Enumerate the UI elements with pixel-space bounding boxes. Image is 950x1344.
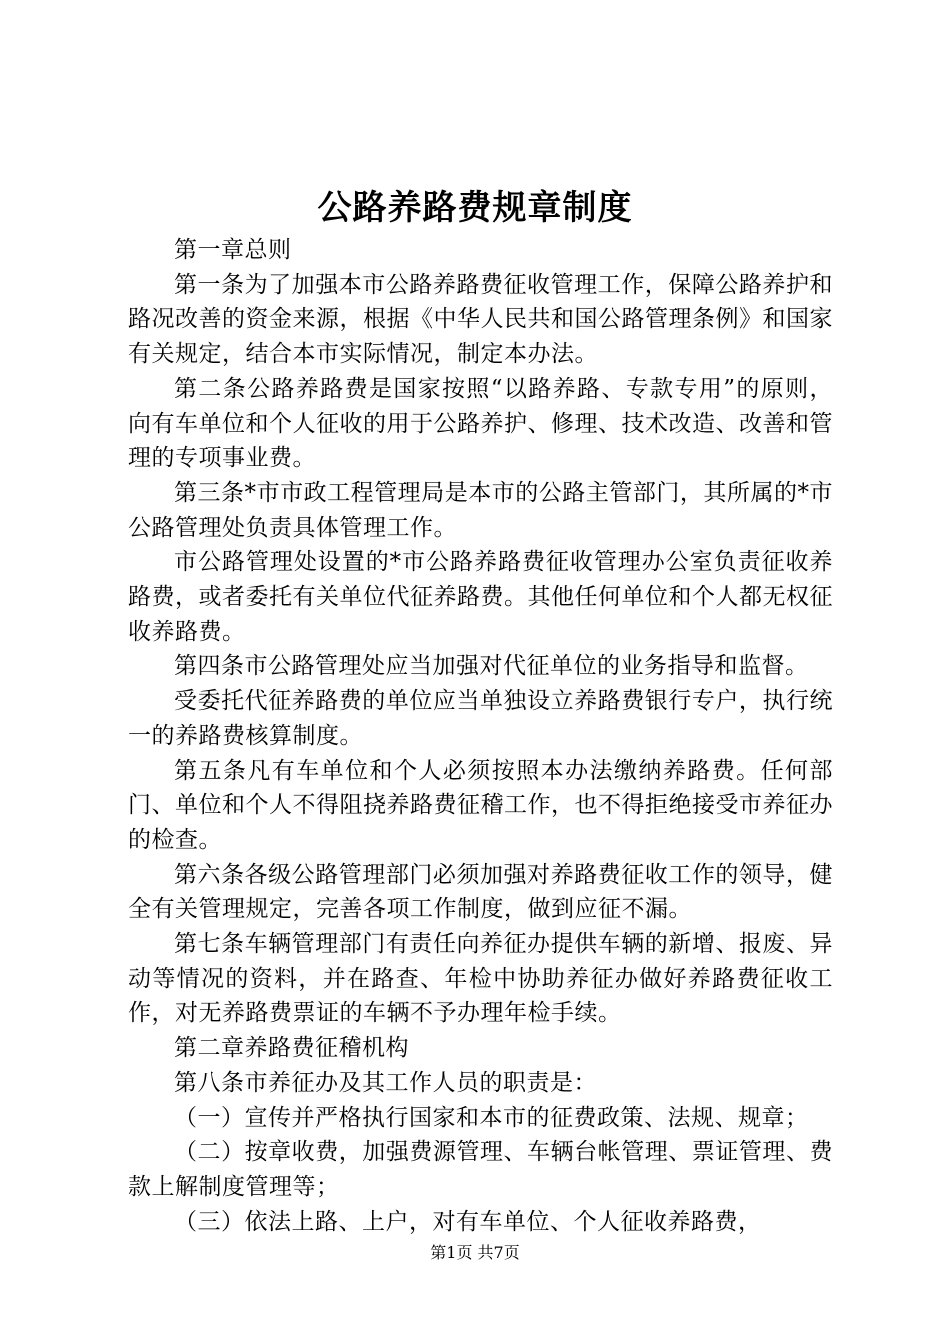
paragraph: 第三条*市市政工程管理局是本市的公路主管部门，其所属的*市公路管理处负责具体管理工作。 (128, 479, 833, 541)
paragraph: 第二条公路养路费是国家按照“以路养路、专款专用”的原则，向有车单位和个人征收的用于公路养护、修理、技术改造、改善和管理的专项事业费。 (128, 375, 833, 472)
paragraph: 第七条车辆管理部门有责任向养征办提供车辆的新增、报废、异动等情况的资料，并在路查、年检中协助养征办做好养路费征收工作，对无养路费票证的车辆不予办理年检手续。 (128, 931, 833, 1027)
paragraph: 第八条市养征办及其工作人员的职责是： (174, 1069, 597, 1096)
page-number-footer: 第1页 共7页 (430, 1243, 520, 1262)
paragraph: 第六条各级公路管理部门必须加强对养路费征收工作的领导，健全有关管理规定，完善各项工作制度，做到应征不漏。 (128, 861, 833, 923)
paragraph: 第四条市公路管理处应当加强对代征单位的业务指导和监督。 (174, 653, 809, 680)
paragraph: 第一条为了加强本市公路养路费征收管理工作，保障公路养护和路况改善的资金来源，根据《中华人民共和国公路管理条例》和国家有关规定，结合本市实际情况，制定本办法。 (128, 271, 833, 368)
paragraph: 第五条凡有车单位和个人必须按照本办法缴纳养路费。任何部门、单位和个人不得阻挠养路费征稽工作，也不得拒绝接受市养征办的检查。 (128, 757, 833, 853)
list-item: （三）依法上路、上户，对有车单位、个人征收养路费， (174, 1208, 762, 1235)
chapter-heading: 第二章养路费征稽机构 (174, 1035, 409, 1062)
page-title: 公路养路费规章制度 (317, 188, 633, 228)
paragraph: 市公路管理处设置的*市公路养路费征收管理办公室负责征收养路费，或者委托有关单位代征养路费。其他任何单位和个人都无权征收养路费。 (128, 549, 833, 645)
paragraph: 受委托代征养路费的单位应当单独设立养路费银行专户，执行统一的养路费核算制度。 (128, 688, 833, 749)
chapter-heading: 第一章总则 (174, 237, 292, 263)
list-item: （一）宣传并严格执行国家和本市的征费政策、法规、规章； (174, 1104, 809, 1131)
document-body (128, 233, 833, 1239)
list-item: （二）按章收费，加强费源管理、车辆台帐管理、票证管理、费款上解制度管理等； (128, 1139, 833, 1200)
